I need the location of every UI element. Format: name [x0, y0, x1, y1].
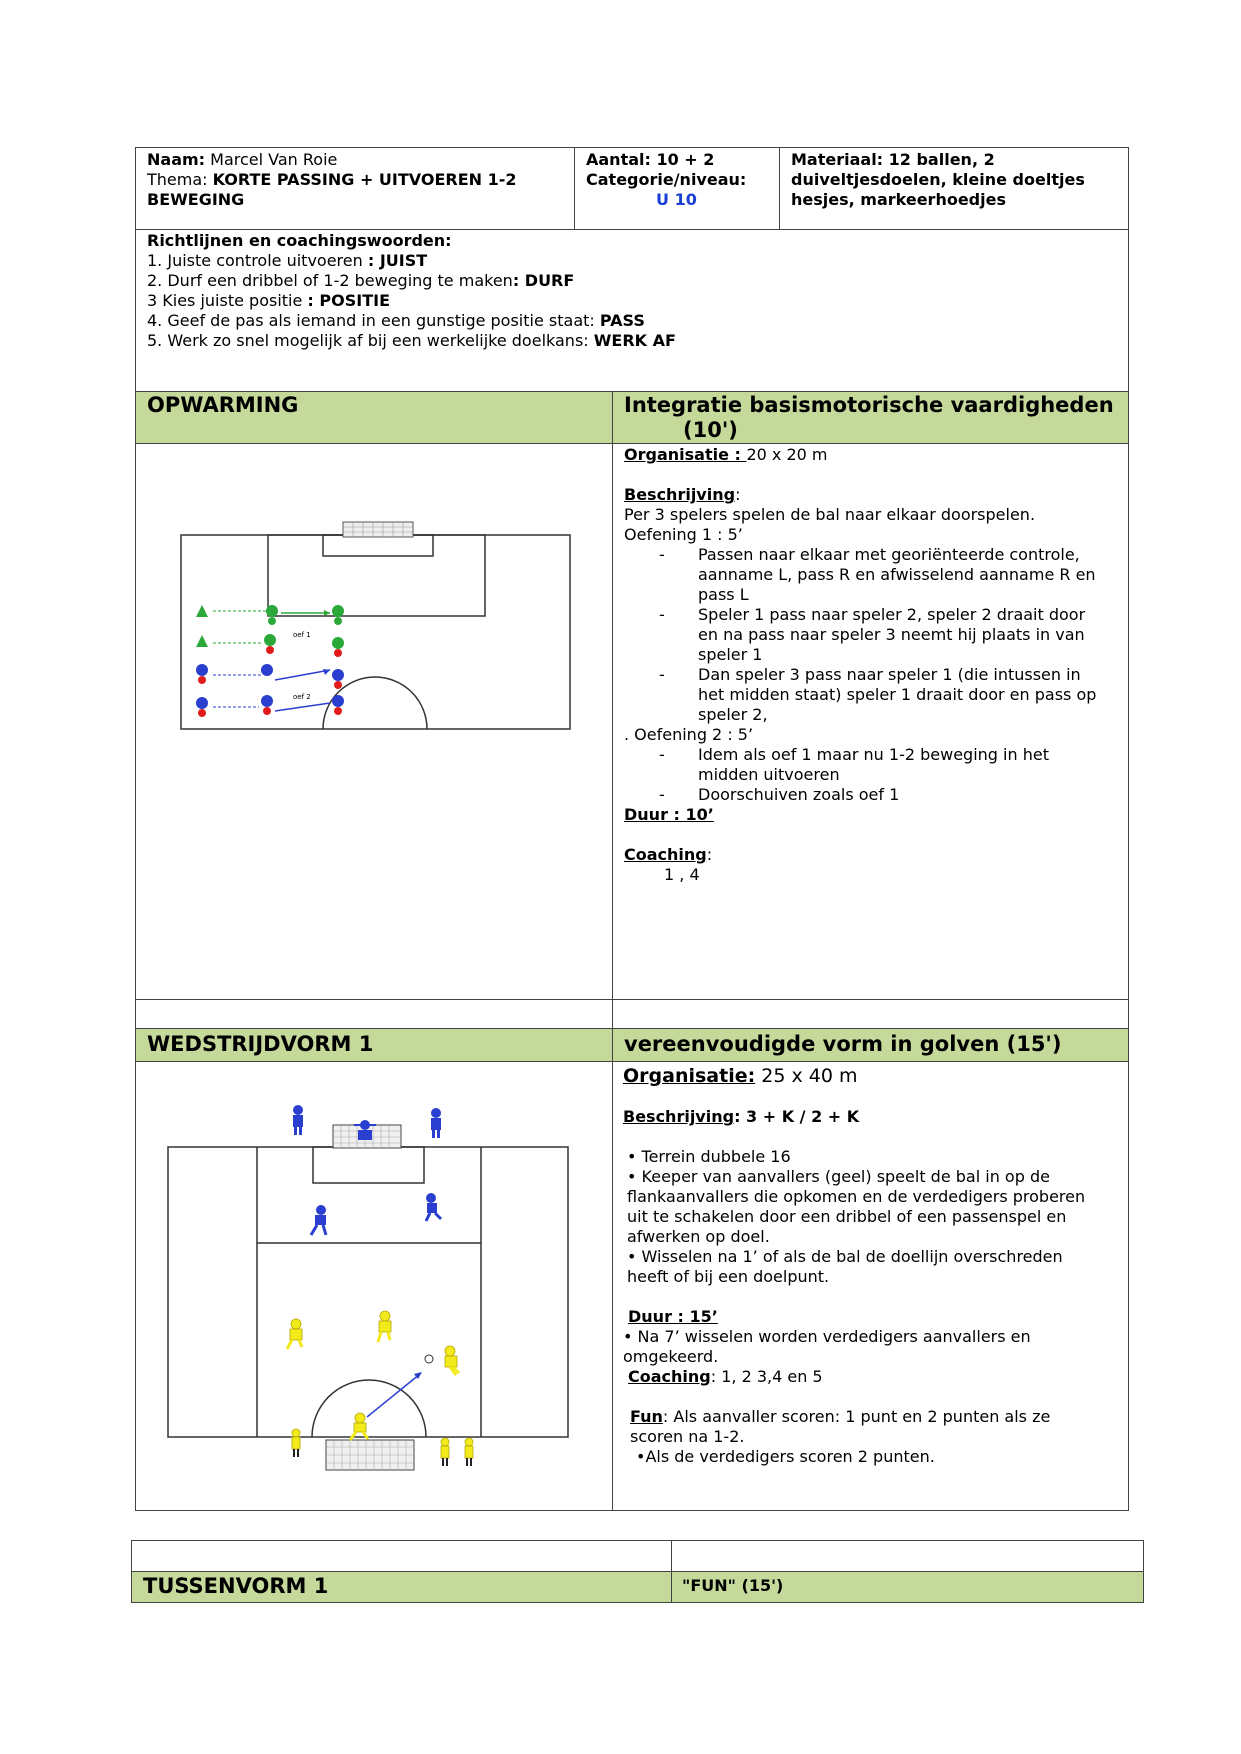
attacker-reserve — [292, 1429, 300, 1457]
attacker-reserve — [465, 1438, 473, 1466]
materiaal-line-2: duiveltjesdoelen, kleine doeltjes — [791, 170, 1085, 189]
categorie-label: Categorie/niveau: — [586, 170, 747, 189]
coaching-line — [624, 845, 1124, 865]
match-description — [623, 1063, 1128, 1467]
description-label: Beschrijving — [624, 485, 736, 504]
bullet-dash: - — [659, 605, 665, 624]
cone-red — [334, 681, 342, 689]
goal-net — [343, 522, 413, 537]
exercise-row-2 — [196, 631, 344, 657]
player-green — [332, 605, 344, 617]
duration: Duur : 10’ — [624, 805, 714, 824]
exercise-2-bullet — [624, 785, 1124, 805]
player-blue — [332, 695, 344, 707]
pitch-outline — [181, 535, 570, 729]
bullet-line: pass L — [698, 585, 749, 604]
fun-line — [623, 1407, 1128, 1427]
guideline-text: 4. Geef de pas als iemand in een gunstige positie staat: — [147, 311, 600, 330]
bullet-line: uit te schakelen door een dribbel of een passenspel en — [627, 1207, 1067, 1226]
cone-red — [334, 707, 342, 715]
arrow-head — [324, 610, 330, 616]
pass-arrow — [275, 670, 330, 680]
attacker-player — [287, 1319, 302, 1349]
thema-label: Thema: — [147, 170, 213, 189]
exercise-2-title: . Oefening 2 : 5’ — [624, 725, 754, 744]
tussen-title: TUSSENVORM 1 — [143, 1574, 329, 1598]
colon: : — [735, 485, 741, 504]
match-bullets — [623, 1147, 1128, 1287]
player-blue — [196, 697, 208, 709]
player-green-body — [334, 617, 342, 625]
guideline-keyword: : JUIST — [367, 251, 428, 270]
exercise-2-bullet — [624, 745, 1124, 785]
aantal: Aantal: 10 + 2 — [586, 150, 715, 169]
guideline-item — [147, 291, 676, 311]
bullet-line: aanname L, pass R en afwisselend aanname R en — [698, 565, 1096, 584]
cone-red — [198, 676, 206, 684]
cone-red — [266, 646, 274, 654]
duration: Duur : 15’ — [628, 1307, 718, 1326]
bullet-line: het midden staat) speler 1 draait door en pass op — [698, 685, 1097, 704]
materiaal-line-3: hesjes, markeerhoedjes — [791, 190, 1006, 209]
guideline-item — [147, 271, 676, 291]
guideline-text: 5. Werk zo snel mogelijk af bij een werkelijke doelkans: — [147, 331, 594, 350]
description-value: : 3 + K / 2 + K — [734, 1107, 860, 1126]
center-arc — [312, 1380, 426, 1437]
attacker-reserve — [441, 1438, 449, 1466]
bullet-line: en na pass naar speler 3 neemt hij plaats in van — [698, 625, 1085, 644]
attacker-keeper — [350, 1413, 368, 1440]
guidelines-list — [147, 251, 676, 351]
bullet-dash: - — [659, 745, 665, 764]
attacker-player — [378, 1311, 391, 1342]
tussen-subtitle: "FUN" (15') — [682, 1576, 784, 1595]
bullet-line: • Terrein dubbele 16 — [627, 1147, 791, 1166]
exercise-row-3 — [196, 664, 344, 689]
tussen-empty-right — [671, 1540, 1144, 1572]
bullet-line: speler 1 — [698, 645, 763, 664]
attacker-player — [445, 1346, 459, 1375]
organisation-line — [624, 445, 1124, 465]
defender-player — [426, 1193, 441, 1221]
tussen-empty-left — [131, 1540, 672, 1572]
warmup-description — [624, 445, 1124, 885]
guideline-item — [147, 251, 676, 271]
description-label: Beschrijving — [623, 1107, 735, 1126]
player-green-body — [268, 617, 276, 625]
bullet-dash: - — [659, 545, 665, 564]
bullet-line: midden uitvoeren — [698, 765, 840, 784]
player-blue — [332, 669, 344, 681]
organisation-value: 25 x 40 m — [755, 1065, 858, 1087]
cone-green — [196, 605, 208, 617]
bullet-line: heeft of bij een doelpunt. — [627, 1267, 830, 1286]
warmup-empty-right — [612, 999, 1129, 1029]
description-label-line — [624, 485, 1124, 505]
cone-red — [334, 649, 342, 657]
duration-note: • Na 7’ wisselen worden verdedigers aanvallers en — [623, 1327, 1031, 1346]
guideline-text: 1. Juiste controle uitvoeren — [147, 251, 368, 270]
bullet-line: Doorschuiven zoals oef 1 — [698, 785, 900, 804]
warmup-subtitle: Integratie basismotorische vaardigheden — [624, 393, 1114, 417]
organisation-line — [623, 1063, 1128, 1089]
fun-value-cont: scoren na 1-2. — [630, 1427, 745, 1446]
cone-red — [198, 709, 206, 717]
guideline-text: 3 Kies juiste positie — [147, 291, 308, 310]
label-oef-2: oef 2 — [293, 693, 311, 701]
organisation-label: Organisatie: — [623, 1065, 756, 1087]
ball — [425, 1355, 433, 1363]
fun-value: : Als aanvaller scoren: 1 punt en 2 punten als ze — [662, 1407, 1051, 1426]
exercise-1-title: Oefening 1 : 5’ — [624, 525, 743, 544]
label-oef-1: oef 1 — [293, 631, 311, 639]
bullet-line: • Wisselen na 1’ of als de bal de doellijn overschreden — [627, 1247, 1063, 1266]
warmup-pitch-diagram — [175, 515, 575, 735]
coaching-line — [623, 1367, 1128, 1387]
bullet-line: Passen naar elkaar met georiënteerde controle, — [698, 545, 1080, 564]
player-blue — [261, 664, 273, 676]
bullet-line: • Keeper van aanvallers (geel) speelt de bal in op de — [627, 1167, 1050, 1186]
goal-area-top — [313, 1147, 424, 1183]
guideline-keyword: WERK AF — [593, 331, 676, 350]
cone-red — [263, 707, 271, 715]
coaching-value: : 1, 2 3,4 en 5 — [710, 1367, 823, 1386]
pass-arrow — [275, 703, 330, 711]
naam-value: Marcel Van Roie — [205, 150, 338, 169]
bullet-line: afwerken op doel. — [627, 1227, 770, 1246]
coaching-value: 1 , 4 — [664, 865, 700, 884]
colon: : — [706, 845, 713, 864]
duration-note: omgekeerd. — [623, 1347, 719, 1366]
coaching-label: Coaching — [624, 845, 707, 864]
player-green — [266, 605, 278, 617]
exercise-1-bullet — [624, 545, 1124, 605]
naam-line — [147, 150, 337, 170]
niveau-value: U 10 — [656, 190, 697, 209]
thema-line — [147, 170, 517, 190]
bullet-line: flankaanvallers die opkomen en de verdedigers proberen — [627, 1187, 1086, 1206]
guideline-keyword: : POSITIE — [307, 291, 390, 310]
naam-label: Naam: — [147, 150, 206, 169]
guideline-keyword: PASS — [599, 311, 645, 330]
arrow-head — [323, 669, 330, 675]
defender-player — [431, 1108, 441, 1138]
player-blue — [196, 664, 208, 676]
goal-area — [323, 535, 433, 556]
materiaal-line-1: Materiaal: 12 ballen, 2 — [791, 150, 995, 169]
bullet-line: speler 2, — [698, 705, 768, 724]
cone-green — [196, 635, 208, 647]
bullet-dash: - — [659, 785, 665, 804]
pitch-outline — [168, 1147, 568, 1437]
guideline-text: 2. Durf een dribbel of 1-2 beweging te maken — [147, 271, 513, 290]
guidelines-title: Richtlijnen en coachingswoorden: — [147, 231, 452, 250]
match-pitch-diagram — [160, 1095, 580, 1495]
exercise-row-1 — [196, 605, 344, 625]
thema-value: KORTE PASSING + UITVOEREN 1-2 — [212, 170, 517, 189]
defender-player — [293, 1105, 303, 1135]
match-title: WEDSTRIJDVORM 1 — [147, 1032, 374, 1056]
player-green — [332, 637, 344, 649]
warmup-duration: (10') — [683, 418, 738, 442]
penalty-area — [268, 535, 485, 616]
player-blue — [261, 695, 273, 707]
thema-value-cont: BEWEGING — [147, 190, 245, 209]
defender-player — [311, 1205, 326, 1235]
organisation-value: 20 x 20 m — [746, 445, 828, 464]
exercise-1-bullet — [624, 605, 1124, 665]
description-line — [623, 1107, 1128, 1127]
guideline-item — [147, 311, 676, 331]
fun-note: •Als de verdedigers scoren 2 punten. — [636, 1447, 935, 1466]
coaching-label: Coaching — [628, 1367, 711, 1386]
bullet-line: Idem als oef 1 maar nu 1-2 beweging in het — [698, 745, 1049, 764]
guideline-item — [147, 331, 676, 351]
bullet-line: Speler 1 pass naar speler 2, speler 2 draait door — [698, 605, 1086, 624]
organisation-label: Organisatie : — [624, 445, 747, 464]
player-green — [264, 634, 276, 646]
warmup-empty-left — [135, 999, 613, 1029]
description-intro: Per 3 spelers spelen de bal naar elkaar doorspelen. — [624, 505, 1036, 524]
guideline-keyword: : DURF — [512, 271, 575, 290]
exercise-row-4 — [196, 693, 344, 717]
match-subtitle: vereenvoudigde vorm in golven (15') — [624, 1032, 1062, 1056]
warmup-title: OPWARMING — [147, 393, 299, 417]
exercise-1-bullet — [624, 665, 1124, 725]
bullet-line: Dan speler 3 pass naar speler 1 (die intussen in — [698, 665, 1081, 684]
bullet-dash: - — [659, 665, 665, 684]
fun-label: Fun — [630, 1407, 663, 1426]
